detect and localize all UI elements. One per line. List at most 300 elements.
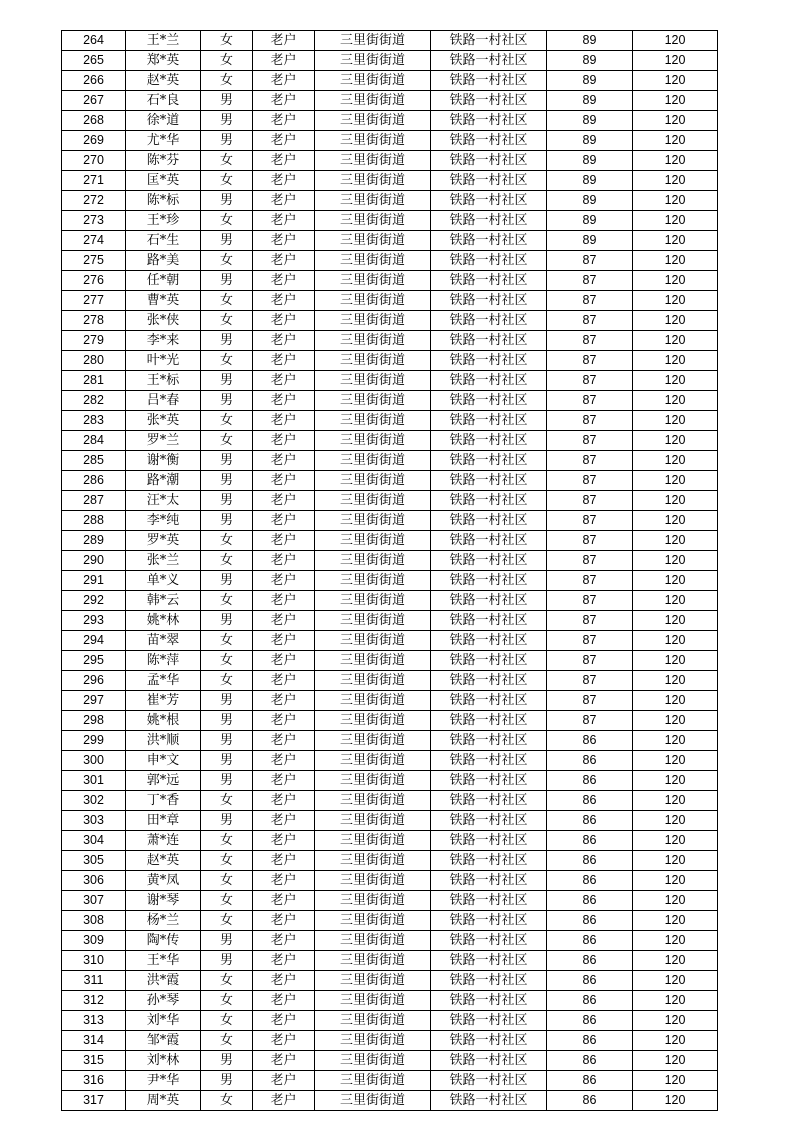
row-number-cell: 294	[62, 631, 126, 651]
gender-cell: 女	[201, 351, 253, 371]
age-cell: 89	[547, 171, 633, 191]
community-cell: 铁路一村社区	[431, 771, 547, 791]
community-cell: 铁路一村社区	[431, 511, 547, 531]
community-cell: 铁路一村社区	[431, 271, 547, 291]
household-type-cell: 老户	[253, 91, 315, 111]
street-office-cell: 三里街街道	[315, 251, 431, 271]
table-row	[62, 751, 718, 771]
table-row	[62, 71, 718, 91]
age-cell: 87	[547, 431, 633, 451]
subsidy-amount-cell: 120	[633, 611, 718, 631]
age-cell: 86	[547, 1091, 633, 1111]
subsidy-amount-cell: 120	[633, 671, 718, 691]
table-row	[62, 631, 718, 651]
gender-cell: 女	[201, 531, 253, 551]
row-number-cell: 271	[62, 171, 126, 191]
community-cell: 铁路一村社区	[431, 331, 547, 351]
community-cell: 铁路一村社区	[431, 251, 547, 271]
street-office-cell: 三里街街道	[315, 411, 431, 431]
resident-name-cell: 谢*琴	[126, 891, 201, 911]
community-cell: 铁路一村社区	[431, 451, 547, 471]
table-row	[62, 471, 718, 491]
resident-name-cell: 单*义	[126, 571, 201, 591]
gender-cell: 男	[201, 691, 253, 711]
age-cell: 87	[547, 531, 633, 551]
subsidy-amount-cell: 120	[633, 71, 718, 91]
table-row	[62, 371, 718, 391]
gender-cell: 女	[201, 551, 253, 571]
table-row	[62, 571, 718, 591]
gender-cell: 男	[201, 131, 253, 151]
street-office-cell: 三里街街道	[315, 1091, 431, 1111]
gender-cell: 女	[201, 251, 253, 271]
row-number-cell: 275	[62, 251, 126, 271]
subsidy-amount-cell: 120	[633, 391, 718, 411]
resident-name-cell: 尤*华	[126, 131, 201, 151]
row-number-cell: 303	[62, 811, 126, 831]
row-number-cell: 312	[62, 991, 126, 1011]
row-number-cell: 309	[62, 931, 126, 951]
subsidy-amount-cell: 120	[633, 951, 718, 971]
age-cell: 89	[547, 231, 633, 251]
table-row	[62, 91, 718, 111]
age-cell: 86	[547, 911, 633, 931]
street-office-cell: 三里街街道	[315, 1051, 431, 1071]
subsidy-amount-cell: 120	[633, 891, 718, 911]
street-office-cell: 三里街街道	[315, 671, 431, 691]
household-type-cell: 老户	[253, 851, 315, 871]
gender-cell: 男	[201, 231, 253, 251]
resident-table	[61, 30, 718, 1111]
subsidy-amount-cell: 120	[633, 551, 718, 571]
household-type-cell: 老户	[253, 231, 315, 251]
community-cell: 铁路一村社区	[431, 831, 547, 851]
resident-name-cell: 徐*道	[126, 111, 201, 131]
street-office-cell: 三里街街道	[315, 1031, 431, 1051]
subsidy-amount-cell: 120	[633, 311, 718, 331]
resident-name-cell: 李*纯	[126, 511, 201, 531]
gender-cell: 男	[201, 1051, 253, 1071]
gender-cell: 女	[201, 431, 253, 451]
street-office-cell: 三里街街道	[315, 331, 431, 351]
household-type-cell: 老户	[253, 1091, 315, 1111]
community-cell: 铁路一村社区	[431, 731, 547, 751]
subsidy-amount-cell: 120	[633, 931, 718, 951]
row-number-cell: 296	[62, 671, 126, 691]
street-office-cell: 三里街街道	[315, 471, 431, 491]
gender-cell: 女	[201, 591, 253, 611]
gender-cell: 男	[201, 731, 253, 751]
age-cell: 86	[547, 871, 633, 891]
resident-name-cell: 郑*英	[126, 51, 201, 71]
gender-cell: 女	[201, 71, 253, 91]
gender-cell: 男	[201, 91, 253, 111]
community-cell: 铁路一村社区	[431, 111, 547, 131]
street-office-cell: 三里街街道	[315, 731, 431, 751]
subsidy-amount-cell: 120	[633, 351, 718, 371]
age-cell: 87	[547, 451, 633, 471]
community-cell: 铁路一村社区	[431, 671, 547, 691]
subsidy-amount-cell: 120	[633, 111, 718, 131]
resident-name-cell: 石*良	[126, 91, 201, 111]
age-cell: 86	[547, 1011, 633, 1031]
row-number-cell: 311	[62, 971, 126, 991]
row-number-cell: 297	[62, 691, 126, 711]
community-cell: 铁路一村社区	[431, 711, 547, 731]
resident-name-cell: 赵*英	[126, 71, 201, 91]
resident-name-cell: 孟*华	[126, 671, 201, 691]
subsidy-amount-cell: 120	[633, 271, 718, 291]
street-office-cell: 三里街街道	[315, 791, 431, 811]
gender-cell: 女	[201, 51, 253, 71]
resident-name-cell: 黄*凤	[126, 871, 201, 891]
table-row	[62, 591, 718, 611]
subsidy-amount-cell: 120	[633, 591, 718, 611]
subsidy-amount-cell: 120	[633, 1051, 718, 1071]
resident-name-cell: 田*章	[126, 811, 201, 831]
row-number-cell: 283	[62, 411, 126, 431]
gender-cell: 女	[201, 171, 253, 191]
gender-cell: 女	[201, 651, 253, 671]
subsidy-amount-cell: 120	[633, 991, 718, 1011]
subsidy-amount-cell: 120	[633, 291, 718, 311]
age-cell: 87	[547, 391, 633, 411]
row-number-cell: 274	[62, 231, 126, 251]
resident-name-cell: 陈*芬	[126, 151, 201, 171]
resident-name-cell: 王*标	[126, 371, 201, 391]
subsidy-amount-cell: 120	[633, 471, 718, 491]
community-cell: 铁路一村社区	[431, 491, 547, 511]
table-row	[62, 451, 718, 471]
street-office-cell: 三里街街道	[315, 951, 431, 971]
row-number-cell: 307	[62, 891, 126, 911]
row-number-cell: 293	[62, 611, 126, 631]
household-type-cell: 老户	[253, 171, 315, 191]
street-office-cell: 三里街街道	[315, 371, 431, 391]
street-office-cell: 三里街街道	[315, 891, 431, 911]
household-type-cell: 老户	[253, 671, 315, 691]
street-office-cell: 三里街街道	[315, 451, 431, 471]
age-cell: 87	[547, 411, 633, 431]
household-type-cell: 老户	[253, 491, 315, 511]
table-row	[62, 871, 718, 891]
gender-cell: 男	[201, 471, 253, 491]
household-type-cell: 老户	[253, 811, 315, 831]
age-cell: 87	[547, 711, 633, 731]
household-type-cell: 老户	[253, 891, 315, 911]
age-cell: 87	[547, 611, 633, 631]
table-row	[62, 151, 718, 171]
table-row	[62, 791, 718, 811]
community-cell: 铁路一村社区	[431, 51, 547, 71]
street-office-cell: 三里街街道	[315, 131, 431, 151]
gender-cell: 男	[201, 451, 253, 471]
subsidy-amount-cell: 120	[633, 971, 718, 991]
subsidy-amount-cell: 120	[633, 51, 718, 71]
table-row	[62, 831, 718, 851]
table-row	[62, 351, 718, 371]
row-number-cell: 308	[62, 911, 126, 931]
row-number-cell: 317	[62, 1091, 126, 1111]
community-cell: 铁路一村社区	[431, 751, 547, 771]
table-row	[62, 291, 718, 311]
table-row	[62, 1031, 718, 1051]
resident-name-cell: 吕*春	[126, 391, 201, 411]
resident-name-cell: 刘*林	[126, 1051, 201, 1071]
row-number-cell: 313	[62, 1011, 126, 1031]
table-row	[62, 131, 718, 151]
gender-cell: 女	[201, 891, 253, 911]
subsidy-amount-cell: 120	[633, 191, 718, 211]
gender-cell: 男	[201, 571, 253, 591]
street-office-cell: 三里街街道	[315, 911, 431, 931]
gender-cell: 女	[201, 31, 253, 51]
gender-cell: 男	[201, 511, 253, 531]
street-office-cell: 三里街街道	[315, 391, 431, 411]
gender-cell: 男	[201, 811, 253, 831]
gender-cell: 女	[201, 1091, 253, 1111]
street-office-cell: 三里街街道	[315, 631, 431, 651]
community-cell: 铁路一村社区	[431, 1091, 547, 1111]
row-number-cell: 284	[62, 431, 126, 451]
resident-name-cell: 陶*传	[126, 931, 201, 951]
community-cell: 铁路一村社区	[431, 811, 547, 831]
community-cell: 铁路一村社区	[431, 951, 547, 971]
row-number-cell: 299	[62, 731, 126, 751]
table-row	[62, 611, 718, 631]
street-office-cell: 三里街街道	[315, 851, 431, 871]
table-row	[62, 271, 718, 291]
street-office-cell: 三里街街道	[315, 231, 431, 251]
community-cell: 铁路一村社区	[431, 591, 547, 611]
row-number-cell: 300	[62, 751, 126, 771]
gender-cell: 男	[201, 751, 253, 771]
subsidy-amount-cell: 120	[633, 711, 718, 731]
household-type-cell: 老户	[253, 991, 315, 1011]
table-row	[62, 711, 718, 731]
age-cell: 86	[547, 1031, 633, 1051]
row-number-cell: 280	[62, 351, 126, 371]
subsidy-amount-cell: 120	[633, 791, 718, 811]
gender-cell: 女	[201, 971, 253, 991]
age-cell: 87	[547, 551, 633, 571]
street-office-cell: 三里街街道	[315, 531, 431, 551]
subsidy-list-sheet	[61, 30, 717, 1111]
row-number-cell: 290	[62, 551, 126, 571]
street-office-cell: 三里街街道	[315, 111, 431, 131]
subsidy-amount-cell: 120	[633, 751, 718, 771]
street-office-cell: 三里街街道	[315, 991, 431, 1011]
gender-cell: 男	[201, 331, 253, 351]
gender-cell: 男	[201, 371, 253, 391]
age-cell: 87	[547, 671, 633, 691]
household-type-cell: 老户	[253, 411, 315, 431]
table-row	[62, 771, 718, 791]
row-number-cell: 264	[62, 31, 126, 51]
resident-name-cell: 石*生	[126, 231, 201, 251]
gender-cell: 男	[201, 391, 253, 411]
age-cell: 87	[547, 511, 633, 531]
gender-cell: 男	[201, 1071, 253, 1091]
community-cell: 铁路一村社区	[431, 91, 547, 111]
community-cell: 铁路一村社区	[431, 191, 547, 211]
household-type-cell: 老户	[253, 251, 315, 271]
subsidy-amount-cell: 120	[633, 1011, 718, 1031]
table-row	[62, 651, 718, 671]
row-number-cell: 265	[62, 51, 126, 71]
community-cell: 铁路一村社区	[431, 551, 547, 571]
table-row	[62, 691, 718, 711]
subsidy-amount-cell: 120	[633, 831, 718, 851]
household-type-cell: 老户	[253, 911, 315, 931]
community-cell: 铁路一村社区	[431, 431, 547, 451]
row-number-cell: 273	[62, 211, 126, 231]
table-row	[62, 411, 718, 431]
gender-cell: 女	[201, 1011, 253, 1031]
household-type-cell: 老户	[253, 51, 315, 71]
street-office-cell: 三里街街道	[315, 611, 431, 631]
age-cell: 87	[547, 291, 633, 311]
age-cell: 86	[547, 891, 633, 911]
street-office-cell: 三里街街道	[315, 551, 431, 571]
age-cell: 86	[547, 971, 633, 991]
row-number-cell: 282	[62, 391, 126, 411]
household-type-cell: 老户	[253, 1031, 315, 1051]
community-cell: 铁路一村社区	[431, 651, 547, 671]
subsidy-amount-cell: 120	[633, 431, 718, 451]
row-number-cell: 285	[62, 451, 126, 471]
table-row	[62, 891, 718, 911]
gender-cell: 女	[201, 151, 253, 171]
household-type-cell: 老户	[253, 311, 315, 331]
row-number-cell: 270	[62, 151, 126, 171]
row-number-cell: 272	[62, 191, 126, 211]
subsidy-amount-cell: 120	[633, 1091, 718, 1111]
table-row	[62, 171, 718, 191]
age-cell: 86	[547, 1051, 633, 1071]
subsidy-amount-cell: 120	[633, 1071, 718, 1091]
age-cell: 86	[547, 991, 633, 1011]
gender-cell: 男	[201, 191, 253, 211]
street-office-cell: 三里街街道	[315, 311, 431, 331]
table-row	[62, 211, 718, 231]
row-number-cell: 302	[62, 791, 126, 811]
age-cell: 86	[547, 771, 633, 791]
subsidy-amount-cell: 120	[633, 531, 718, 551]
age-cell: 87	[547, 371, 633, 391]
gender-cell: 男	[201, 271, 253, 291]
community-cell: 铁路一村社区	[431, 151, 547, 171]
gender-cell: 男	[201, 951, 253, 971]
age-cell: 87	[547, 351, 633, 371]
resident-name-cell: 洪*霞	[126, 971, 201, 991]
subsidy-amount-cell: 120	[633, 871, 718, 891]
row-number-cell: 292	[62, 591, 126, 611]
household-type-cell: 老户	[253, 391, 315, 411]
age-cell: 86	[547, 951, 633, 971]
age-cell: 87	[547, 591, 633, 611]
household-type-cell: 老户	[253, 271, 315, 291]
row-number-cell: 291	[62, 571, 126, 591]
subsidy-amount-cell: 120	[633, 171, 718, 191]
community-cell: 铁路一村社区	[431, 131, 547, 151]
community-cell: 铁路一村社区	[431, 391, 547, 411]
household-type-cell: 老户	[253, 451, 315, 471]
street-office-cell: 三里街街道	[315, 171, 431, 191]
row-number-cell: 276	[62, 271, 126, 291]
subsidy-amount-cell: 120	[633, 851, 718, 871]
resident-name-cell: 陈*萍	[126, 651, 201, 671]
street-office-cell: 三里街街道	[315, 1071, 431, 1091]
subsidy-amount-cell: 120	[633, 731, 718, 751]
street-office-cell: 三里街街道	[315, 431, 431, 451]
resident-name-cell: 罗*英	[126, 531, 201, 551]
household-type-cell: 老户	[253, 151, 315, 171]
household-type-cell: 老户	[253, 211, 315, 231]
street-office-cell: 三里街街道	[315, 291, 431, 311]
gender-cell: 女	[201, 671, 253, 691]
subsidy-amount-cell: 120	[633, 231, 718, 251]
resident-name-cell: 匡*英	[126, 171, 201, 191]
age-cell: 89	[547, 111, 633, 131]
gender-cell: 女	[201, 1031, 253, 1051]
household-type-cell: 老户	[253, 291, 315, 311]
subsidy-amount-cell: 120	[633, 771, 718, 791]
row-number-cell: 301	[62, 771, 126, 791]
community-cell: 铁路一村社区	[431, 291, 547, 311]
community-cell: 铁路一村社区	[431, 1051, 547, 1071]
street-office-cell: 三里街街道	[315, 491, 431, 511]
table-row	[62, 31, 718, 51]
street-office-cell: 三里街街道	[315, 51, 431, 71]
row-number-cell: 266	[62, 71, 126, 91]
street-office-cell: 三里街街道	[315, 831, 431, 851]
table-row	[62, 1071, 718, 1091]
subsidy-amount-cell: 120	[633, 911, 718, 931]
age-cell: 87	[547, 631, 633, 651]
household-type-cell: 老户	[253, 431, 315, 451]
community-cell: 铁路一村社区	[431, 971, 547, 991]
resident-name-cell: 姚*根	[126, 711, 201, 731]
resident-name-cell: 丁*香	[126, 791, 201, 811]
table-row	[62, 911, 718, 931]
street-office-cell: 三里街街道	[315, 1011, 431, 1031]
age-cell: 87	[547, 311, 633, 331]
row-number-cell: 269	[62, 131, 126, 151]
community-cell: 铁路一村社区	[431, 871, 547, 891]
community-cell: 铁路一村社区	[431, 471, 547, 491]
table-row	[62, 231, 718, 251]
household-type-cell: 老户	[253, 771, 315, 791]
resident-name-cell: 萧*连	[126, 831, 201, 851]
community-cell: 铁路一村社区	[431, 891, 547, 911]
age-cell: 87	[547, 651, 633, 671]
row-number-cell: 304	[62, 831, 126, 851]
gender-cell: 男	[201, 771, 253, 791]
resident-name-cell: 路*美	[126, 251, 201, 271]
table-row	[62, 391, 718, 411]
row-number-cell: 315	[62, 1051, 126, 1071]
household-type-cell: 老户	[253, 711, 315, 731]
table-row	[62, 331, 718, 351]
age-cell: 87	[547, 471, 633, 491]
gender-cell: 男	[201, 931, 253, 951]
age-cell: 87	[547, 331, 633, 351]
row-number-cell: 286	[62, 471, 126, 491]
household-type-cell: 老户	[253, 971, 315, 991]
street-office-cell: 三里街街道	[315, 351, 431, 371]
street-office-cell: 三里街街道	[315, 651, 431, 671]
